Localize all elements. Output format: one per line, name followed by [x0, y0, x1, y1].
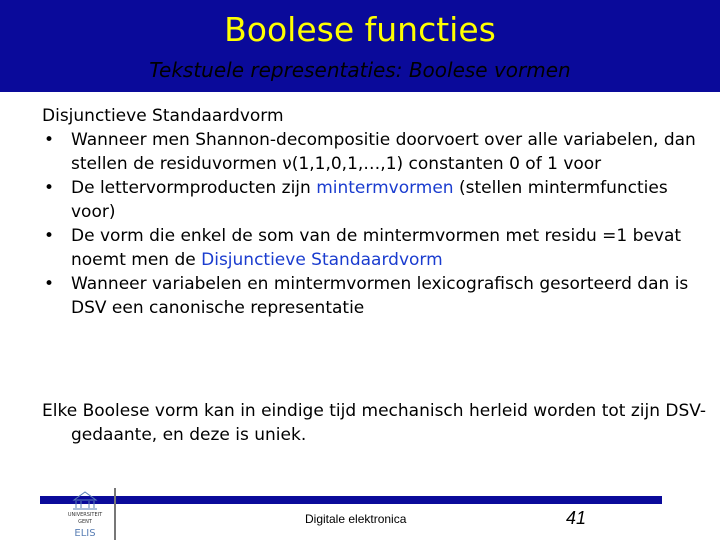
logo-text-elis: ELIS	[74, 528, 96, 539]
bullet-marker: •	[44, 274, 55, 294]
bullet-marker: •	[44, 130, 55, 150]
slide-subtitle: Tekstuele representaties: Boolese vormen	[149, 58, 571, 82]
logo-text-university: UNIVERSITEIT	[67, 512, 103, 518]
slide-header	[0, 0, 720, 92]
bullet-text: (stellen mintermfuncties voor)	[71, 178, 668, 222]
bullet-text: Wanneer men Shannon-decompositie doorvoert over alle variabelen, dan stellen de residuvormen ν(1,1,0,1,…,1) constanten 0 of 1 voor	[71, 130, 696, 174]
bullet-item	[42, 272, 702, 320]
highlighted-term: mintermvormen	[316, 178, 454, 198]
logo-text-gent: GENT	[78, 519, 92, 525]
bullet-item	[42, 176, 702, 224]
conclusion-text: Elke Boolese vorm kan in eindige tijd mechanisch herleid worden tot zijn DSV-gedaante, en deze is uniek.	[42, 401, 707, 445]
bullet-item	[42, 224, 702, 272]
bullet-list	[42, 128, 702, 320]
bullet-text: Wanneer variabelen en mintermvormen lexicografisch gesorteerd dan is DSV een canonische representatie	[71, 274, 689, 318]
slide-title: Boolese functies	[224, 10, 496, 49]
bullet-text: De lettervormproducten zijn	[71, 178, 317, 198]
footer-course-label: Digitale elektronica	[305, 512, 407, 526]
slide-body	[42, 104, 702, 320]
footer-divider	[40, 496, 662, 504]
bullet-item	[42, 128, 702, 176]
university-logo	[60, 488, 110, 540]
bullet-marker: •	[44, 226, 55, 246]
bullet-text: De vorm die enkel de som van de mintermvormen met residu =1 bevat noemt men de	[71, 226, 682, 270]
building-icon	[73, 492, 97, 509]
highlighted-term: Disjunctieve Standaardvorm	[201, 250, 443, 270]
page-number: 41	[566, 508, 587, 528]
logo-divider	[114, 488, 116, 540]
section-heading: Disjunctieve Standaardvorm	[42, 106, 284, 126]
bullet-marker: •	[44, 178, 55, 198]
